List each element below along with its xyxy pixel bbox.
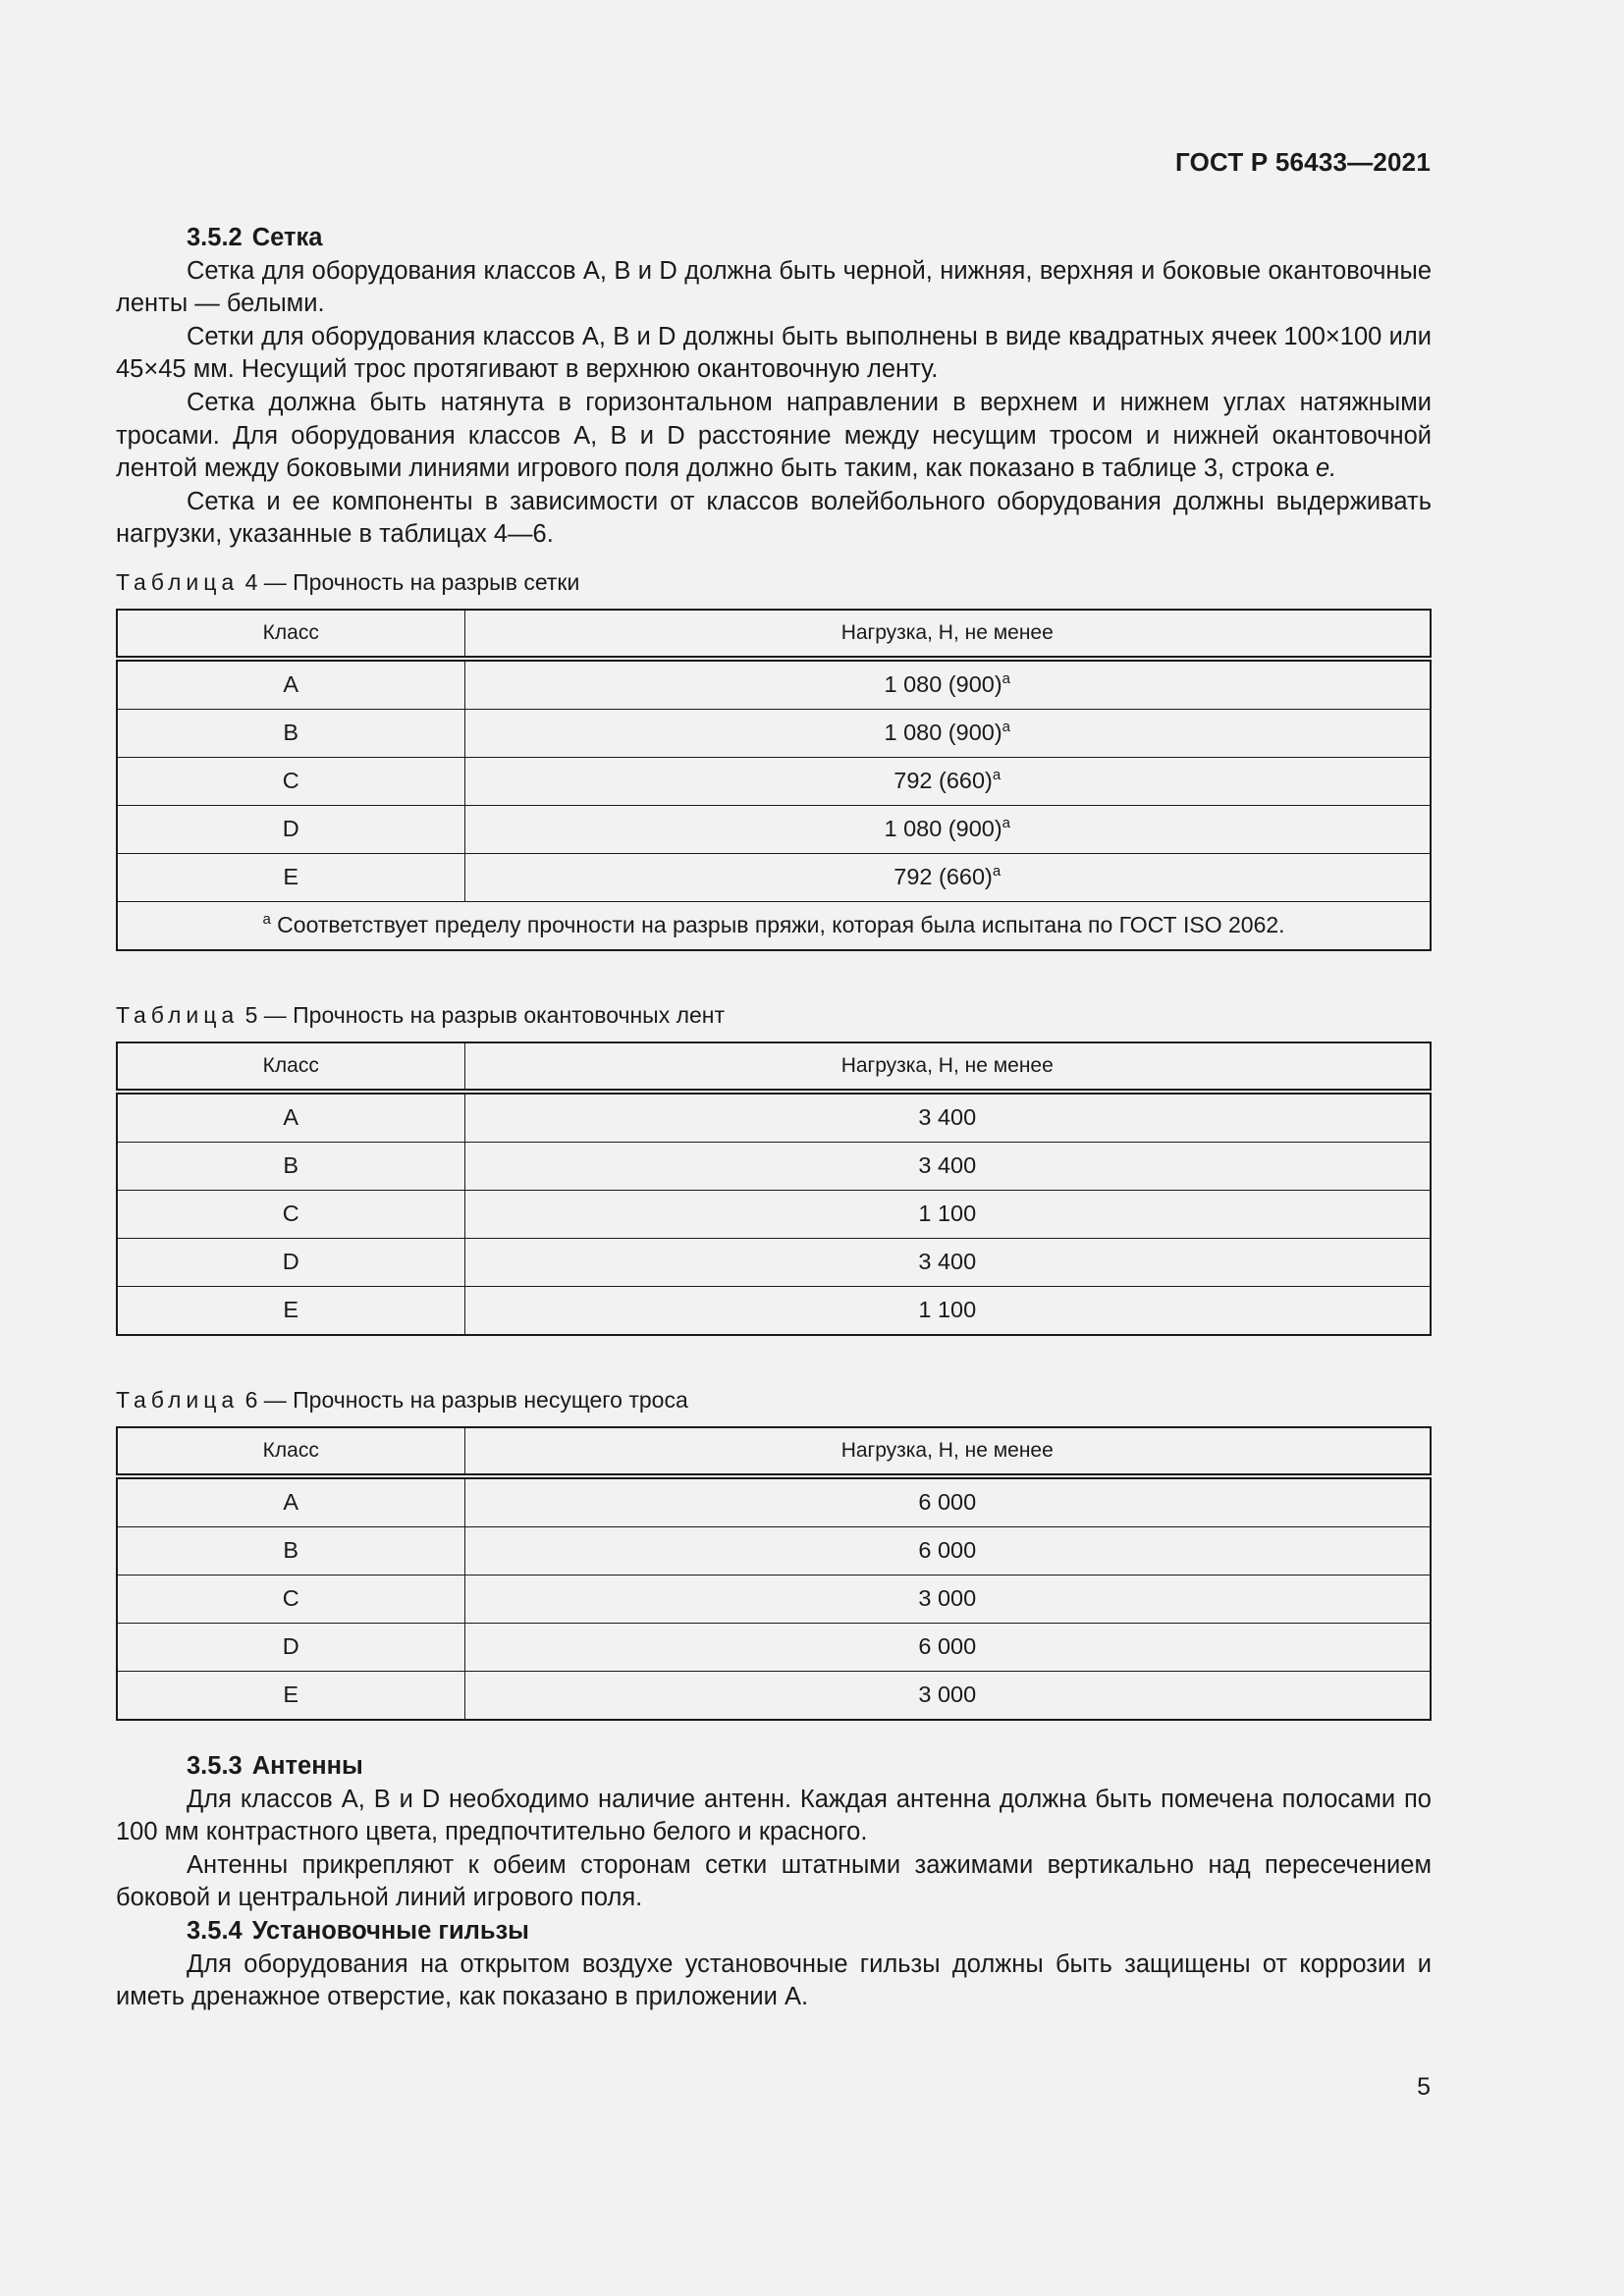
table-row	[117, 1286, 1431, 1335]
paragraph: Сетка для оборудования классов А, В и D должна быть черной, нижняя, верхняя и боковые окантовочные ленты — белыми.	[116, 256, 1432, 318]
caption-text: 5 — Прочность на разрыв окантовочных лент	[244, 1001, 726, 1028]
cell-load: 1 080 $(900)^a$	[464, 805, 1431, 853]
cell-load: 1 080 $(900)^a$	[464, 709, 1431, 757]
table-row	[117, 1526, 1431, 1575]
table-row	[117, 709, 1431, 757]
cell-class: Е	[117, 1671, 464, 1720]
table-5-caption	[116, 1000, 1432, 1030]
cell-load: 3 400	[464, 1092, 1431, 1143]
header-class: Класс	[117, 1042, 464, 1092]
cell-class: С	[117, 757, 464, 805]
document-id: ГОСТ Р 56433—2021	[1175, 147, 1431, 177]
paragraph	[116, 387, 1432, 486]
section-heading-3-5-2	[116, 222, 1432, 255]
table-header-row	[117, 1427, 1431, 1476]
section-title: Установочные гильзы	[251, 1916, 529, 1945]
header-class: Класс	[117, 610, 464, 659]
table-footnote: $^a$ Соответствует пределу прочности на разрыв пряжи, которая была испытана по ГОСТ ISO 2062.	[117, 901, 1431, 950]
cell-class: Е	[117, 853, 464, 901]
cell-load: 3 000	[464, 1671, 1431, 1720]
header-load: Нагрузка, Н, не менее	[464, 1427, 1431, 1476]
cell-class: В	[117, 709, 464, 757]
section-heading-3-5-3	[116, 1750, 1432, 1784]
table-6-caption	[116, 1385, 1432, 1415]
table-row	[117, 1575, 1431, 1623]
table-row	[117, 1476, 1431, 1527]
paragraph: Для классов А, В и D необходимо наличие антенн. Каждая антенна должна быть помечена полосами по 100 мм контрастного цвета, предпочтительно белого и красного.	[116, 1785, 1432, 1846]
cell-class: Е	[117, 1286, 464, 1335]
table-row	[117, 757, 1431, 805]
table-header-row	[117, 610, 1431, 659]
header-load: Нагрузка, Н, не менее	[464, 610, 1431, 659]
row-reference: е.	[1316, 454, 1337, 483]
paragraph: Для оборудования на открытом воздухе установочные гильзы должны быть защищены от коррозии и иметь дренажное отверстие, как показано в приложении А.	[116, 1949, 1432, 2011]
table-row	[117, 1623, 1431, 1671]
table-row	[117, 805, 1431, 853]
cell-class: В	[117, 1142, 464, 1190]
cell-load: 1 100	[464, 1286, 1431, 1335]
table-row	[117, 1671, 1431, 1720]
cell-load: 1 080 $(900)^a$	[464, 659, 1431, 710]
section-heading-3-5-4	[116, 1915, 1432, 1949]
table-row	[117, 659, 1431, 710]
table-row	[117, 1142, 1431, 1190]
table-header-row	[117, 1042, 1431, 1092]
cell-load: 6 000	[464, 1623, 1431, 1671]
table-5	[116, 1041, 1432, 1336]
cell-class: А	[117, 1476, 464, 1527]
paragraph: Сетка и ее компоненты в зависимости от классов волейбольного оборудования должны выдерживать нагрузки, указанные в таблицах 4—6.	[116, 487, 1432, 549]
header-class: Класс	[117, 1427, 464, 1476]
caption-text: 4 — Прочность на разрыв сетки	[244, 568, 580, 595]
caption-label: Таблица	[116, 568, 240, 595]
table-4-caption	[116, 567, 1432, 597]
section-number: 3.5.3	[187, 1751, 243, 1780]
paragraph-text: Сетка должна быть натянута в горизонтальном направлении в верхнем и нижнем углах натяжными тросами. Для оборудования классов А, В и D расстояние между несущим тросом и нижней окантовочной лентой между боковыми линиями игрового поля должно быть таким, как показано в таблице 3, строка	[116, 388, 1432, 483]
section-title: Антенны	[251, 1751, 363, 1780]
table-row	[117, 1190, 1431, 1238]
table-row	[117, 1092, 1431, 1143]
cell-class: А	[117, 1092, 464, 1143]
cell-load: 792 $(660)^a$	[464, 853, 1431, 901]
cell-load: 1 100	[464, 1190, 1431, 1238]
table-6	[116, 1426, 1432, 1721]
cell-class: D	[117, 805, 464, 853]
page-content	[116, 222, 1432, 2014]
header-load: Нагрузка, Н, не менее	[464, 1042, 1431, 1092]
section-number: 3.5.2	[187, 224, 243, 251]
cell-load: 3 400	[464, 1142, 1431, 1190]
table-row	[117, 1238, 1431, 1286]
table-4	[116, 609, 1432, 951]
caption-label: Таблица	[116, 1386, 240, 1413]
paragraph: Сетки для оборудования классов А, В и D должны быть выполнены в виде квадратных ячеек 100×100 или 45×45 мм. Несущий трос протягивают в верхнюю окантовочную ленту.	[116, 322, 1432, 384]
cell-load: 792 $(660)^a$	[464, 757, 1431, 805]
cell-class: А	[117, 659, 464, 710]
section-number: 3.5.4	[187, 1916, 243, 1945]
cell-class: С	[117, 1575, 464, 1623]
paragraph: Антенны прикрепляют к обеим сторонам сетки штатными зажимами вертикально над пересечением боковой и центральной линий игрового поля.	[116, 1850, 1432, 1912]
cell-load: 3 400	[464, 1238, 1431, 1286]
page-number: 5	[1417, 2073, 1431, 2101]
cell-load: 3 000	[464, 1575, 1431, 1623]
cell-class: В	[117, 1526, 464, 1575]
table-row	[117, 853, 1431, 901]
section-title: Сетка	[251, 224, 323, 251]
cell-class: С	[117, 1190, 464, 1238]
cell-load: 6 000	[464, 1476, 1431, 1527]
cell-class: D	[117, 1623, 464, 1671]
caption-text: 6 — Прочность на разрыв несущего троса	[244, 1386, 688, 1413]
table-footnote-row	[117, 901, 1431, 950]
cell-class: D	[117, 1238, 464, 1286]
caption-label: Таблица	[116, 1001, 240, 1028]
cell-load: 6 000	[464, 1526, 1431, 1575]
